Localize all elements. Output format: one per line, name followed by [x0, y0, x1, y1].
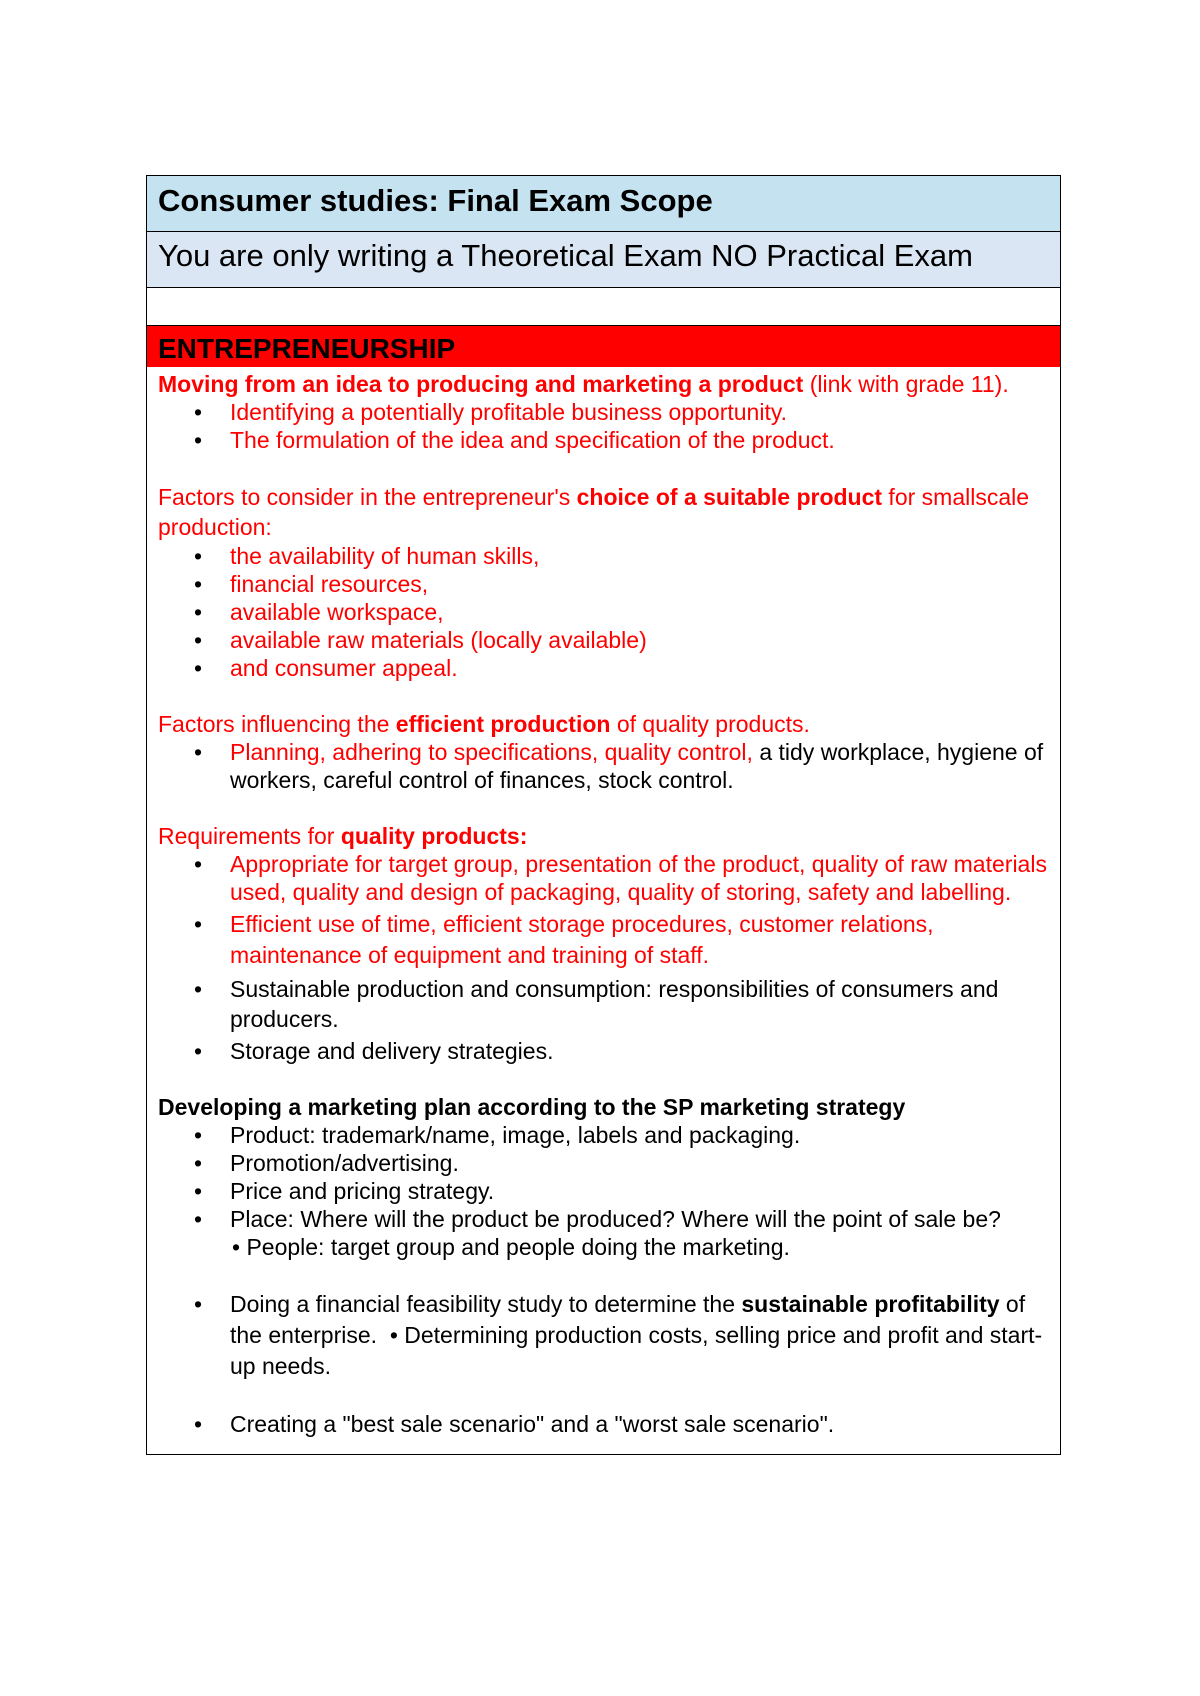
- idea-bullets: [158, 398, 1060, 454]
- bullet-icon: •: [194, 911, 203, 937]
- list-item: [158, 654, 1060, 682]
- bullet-icon: •: [194, 571, 203, 597]
- list-item-text: Storage and delivery strategies.: [230, 1038, 554, 1064]
- list-item-text: and consumer appeal.: [230, 655, 458, 681]
- list-item: [158, 1289, 1060, 1382]
- list-item-text: Place: Where will the product be produced? Where will the point of sale be?: [230, 1206, 1001, 1232]
- bullet-icon: •: [194, 543, 203, 569]
- bullet-icon: •: [194, 1291, 203, 1317]
- page-subtitle: You are only writing a Theoretical Exam NO Practical Exam: [147, 232, 1060, 288]
- list-item-text-red: Planning, adhering to specifications, quality control,: [230, 739, 753, 765]
- list-item: [158, 1205, 1060, 1261]
- feasibility-bold: sustainable profitability: [741, 1291, 1000, 1317]
- list-item: [158, 850, 1060, 906]
- list-item: [158, 598, 1060, 626]
- list-item: [158, 1121, 1060, 1149]
- efficient-bullets: [158, 738, 1060, 794]
- list-item-text: The formulation of the idea and specification of the product.: [230, 427, 835, 453]
- list-item: [158, 542, 1060, 570]
- list-item: [158, 906, 1060, 971]
- bullet-icon: •: [194, 399, 203, 425]
- idea-lead-bold: Moving from an idea to producing and marketing a product: [158, 371, 804, 397]
- quality-paragraph: [158, 822, 1060, 850]
- efficient-lead-b: of quality products.: [610, 711, 810, 737]
- quality-lead-bold: quality products:: [340, 823, 528, 849]
- efficient-lead-a: Factors influencing the: [158, 711, 396, 737]
- quality-bullets: [158, 850, 1060, 1065]
- list-item-text: financial resources,: [230, 571, 429, 597]
- bullet-icon: •: [194, 976, 203, 1002]
- list-item: [158, 1410, 1060, 1438]
- bullet-icon: •: [194, 599, 203, 625]
- idea-lead-rest: (link with grade 11).: [803, 371, 1009, 397]
- empty-row: [147, 288, 1060, 326]
- list-item: [158, 971, 1060, 1034]
- list-item: [158, 1149, 1060, 1177]
- list-item-text: available workspace,: [230, 599, 444, 625]
- bullet-icon: •: [194, 1206, 203, 1232]
- list-item-text: Appropriate for target group, presentation of the product, quality of raw materials used, quality and design of packaging, quality of storing, safety and labelling.: [230, 851, 1047, 905]
- list-item: [158, 1177, 1060, 1205]
- quality-lead-a: Requirements for: [158, 823, 341, 849]
- list-item-text: Price and pricing strategy.: [230, 1178, 495, 1204]
- people-text: • People: target group and people doing the marketing.: [232, 1234, 790, 1260]
- list-item-text: Sustainable production and consumption: responsibilities of consumers and producers.: [230, 976, 999, 1032]
- list-item: [158, 738, 1060, 794]
- list-item-text: Identifying a potentially profitable business opportunity.: [230, 399, 788, 425]
- section-content: [147, 367, 1060, 1454]
- factors-lead-b: for smallscale production:: [158, 484, 1030, 540]
- list-item: [158, 1034, 1060, 1065]
- bullet-icon: •: [194, 1150, 203, 1176]
- list-item: [158, 398, 1060, 426]
- section-heading-entrepreneurship: ENTREPRENEURSHIP: [147, 326, 1060, 367]
- factors-lead-a: Factors to consider in the entrepreneur's: [158, 484, 577, 510]
- efficient-paragraph: [158, 710, 1060, 738]
- bullet-icon: •: [194, 1178, 203, 1204]
- list-item: [158, 570, 1060, 598]
- list-item-text: available raw materials (locally available): [230, 627, 647, 653]
- bullet-icon: •: [194, 739, 203, 765]
- bullet-icon: •: [194, 1122, 203, 1148]
- page-title: Consumer studies: Final Exam Scope: [147, 176, 1060, 232]
- list-item-text: a tidy workplace, hygiene of workers, careful control of finances, stock control.: [230, 739, 1044, 793]
- factors-paragraph: [158, 482, 1060, 542]
- list-item: [158, 426, 1060, 454]
- marketing-bullets: [158, 1121, 1060, 1261]
- bullet-icon: •: [194, 1411, 203, 1437]
- exam-scope-table: [146, 175, 1061, 1455]
- factors-bullets: [158, 542, 1060, 682]
- bullet-icon: •: [194, 627, 203, 653]
- factors-lead-bold: choice of a suitable product: [576, 484, 883, 510]
- feasibility-text-b: of the enterprise.: [230, 1291, 1026, 1348]
- marketing-heading: [158, 1093, 1060, 1121]
- bullet-icon: •: [194, 851, 203, 877]
- list-item-text: Product: trademark/name, image, labels and packaging.: [230, 1122, 801, 1148]
- list-item: [158, 626, 1060, 654]
- list-item-text: Promotion/advertising.: [230, 1150, 459, 1176]
- bullet-icon: •: [194, 655, 203, 681]
- list-item-text: Efficient use of time, efficient storage procedures, customer relations, maintenance of equipment and training of staff.: [230, 911, 934, 968]
- marketing-heading-text: Developing a marketing plan according to the SP marketing strategy: [158, 1094, 906, 1120]
- list-item-text: Creating a "best sale scenario" and a "worst sale scenario".: [230, 1411, 835, 1437]
- bullet-icon: •: [194, 427, 203, 453]
- scenario-bullets: [158, 1410, 1060, 1438]
- feasibility-text-a: Doing a financial feasibility study to determine the: [230, 1291, 742, 1317]
- feasibility-text-c: • Determining production costs, selling price and profit and start-up needs.: [230, 1322, 1043, 1379]
- list-item-text: the availability of human skills,: [230, 543, 540, 569]
- bullet-icon: •: [194, 1038, 203, 1064]
- efficient-lead-bold: efficient production: [395, 711, 611, 737]
- feasibility-bullets: [158, 1289, 1060, 1382]
- idea-paragraph: [158, 370, 1060, 398]
